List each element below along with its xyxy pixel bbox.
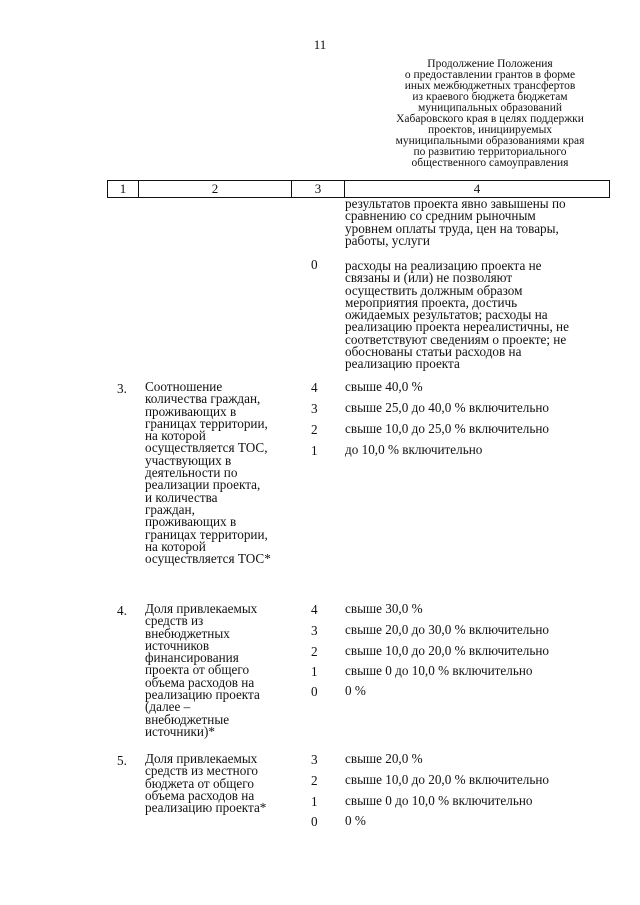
text-line: внебюджетные [145,711,230,727]
score-value: 3 [311,752,318,767]
score-description: 0 % [345,683,366,698]
text-line: Доля привлекаемых [145,601,258,616]
row-number: 3. [117,381,127,396]
score-description: свыше 10,0 до 20,0 % включительно [345,643,549,658]
score-description: свыше 10,0 до 25,0 % включительно [345,421,549,436]
text-line: реализацию проекта нереалистичны, не [345,319,569,335]
continuation-text-top [345,198,610,247]
score-value: 2 [311,644,318,659]
text-line: средств из местного [145,763,259,779]
score-description: свыше 25,0 до 40,0 % включительно [345,400,549,415]
heading-line: общественного самоуправления [411,157,569,169]
text-line: связаны и (или) не позволяют [345,270,513,286]
criterion-text [145,753,295,814]
text-line: (далее – [145,699,191,715]
continuation-text-bottom [345,260,610,371]
text-line: внебюджетных [145,625,230,641]
score-description: свыше 20,0 до 30,0 % включительно [345,622,549,637]
score-value: 1 [311,443,318,458]
text-line: на которой [145,428,206,444]
text-line: осуществляется ТОС* [145,551,271,567]
text-line: и количества [145,489,218,505]
text-line: границах территории, [145,526,268,542]
text-line: расходы на реализацию проекта не [345,258,542,273]
text-line: осуществить должным образом [345,282,523,298]
text-line: количества граждан, [145,391,261,407]
score-value: 4 [311,380,318,395]
text-line: объема расходов на [145,787,255,803]
document-heading [380,59,600,169]
heading-line: Хабаровского края в целях поддержки [396,113,584,125]
text-line: средств из [145,613,204,629]
score-description: свыше 40,0 % [345,379,423,394]
text-line: объема расходов на [145,674,255,690]
row-number: 4. [117,603,127,618]
text-line: осуществляется ТОС, [145,440,268,456]
text-line: результатов проекта явно завышены по [345,196,566,211]
text-line: обоснованы статьи расходов на [345,344,522,360]
text-line: источников [145,637,210,653]
text-line: бюджета от общего [145,775,254,791]
text-line: ожидаемых результатов; расходы на [345,307,548,323]
score-value: 2 [311,773,318,788]
table-header-cell: 4 [473,181,481,196]
page-number: 11 [313,37,327,52]
heading-line: Продолжение Положения [427,58,553,70]
score-description: свыше 10,0 до 20,0 % включительно [345,772,549,787]
text-line: реализацию проекта [345,356,460,372]
score-description: свыше 30,0 % [345,601,423,616]
text-line: Доля привлекаемых [145,751,258,766]
criterion-text [145,381,295,565]
score-description: свыше 0 до 10,0 % включительно [345,793,533,808]
text-line: проживающих в [145,403,237,419]
score-value: 1 [311,794,318,809]
score-value: 2 [311,422,318,437]
heading-line: муниципальных образований [417,102,563,114]
score-value: 3 [311,623,318,638]
text-line: реализации проекта, [145,477,261,493]
text-line: финансирования [145,650,239,666]
score-description: до 10,0 % включительно [345,442,483,457]
text-line: деятельности по [145,465,238,481]
heading-line: иных межбюджетных трансфертов [404,80,576,92]
score-description: свыше 20,0 % [345,751,423,766]
table-header-cell: 2 [139,181,292,197]
criterion-text [145,603,295,738]
score-value: 0 [311,257,318,272]
row-number: 5. [117,753,127,768]
score-description: 0 % [345,813,366,828]
text-line: проекта от общего [145,662,250,678]
heading-line: по развитию территориального [413,146,567,158]
text-line: мероприятия проекта, достичь [345,294,518,310]
score-value: 1 [311,664,318,679]
text-line: участвующих в [145,452,232,468]
text-line: реализацию проекта [145,687,260,703]
text-line: границах территории, [145,415,268,431]
table-header-cell: 1 [108,181,139,197]
table-header-cell: 3 [292,181,345,197]
heading-line: проектов, инициируемых [427,124,553,136]
text-line: граждан, [145,501,195,517]
heading-line: муниципальными образованиями края [395,135,585,147]
text-line: сравнению со средним рыночным [345,208,536,224]
text-line: реализацию проекта* [145,800,267,816]
text-line: соответствуют сведениям о проекте; не [345,331,567,347]
text-line: Соотношение [145,379,223,394]
text-line: уровнем оплаты труда, цен на товары, [345,220,559,236]
score-value: 3 [311,401,318,416]
score-value: 0 [311,814,318,829]
score-description: свыше 0 до 10,0 % включительно [345,663,533,678]
text-line: проживающих в [145,514,237,530]
score-value: 0 [311,684,318,699]
text-line: источники)* [145,723,215,739]
heading-line: из краевого бюджета бюджетам [412,91,568,103]
score-value: 4 [311,602,318,617]
text-line: работы, услуги [345,232,430,248]
text-line: на которой [145,538,206,554]
heading-line: о предоставлении грантов в форме [404,69,576,81]
